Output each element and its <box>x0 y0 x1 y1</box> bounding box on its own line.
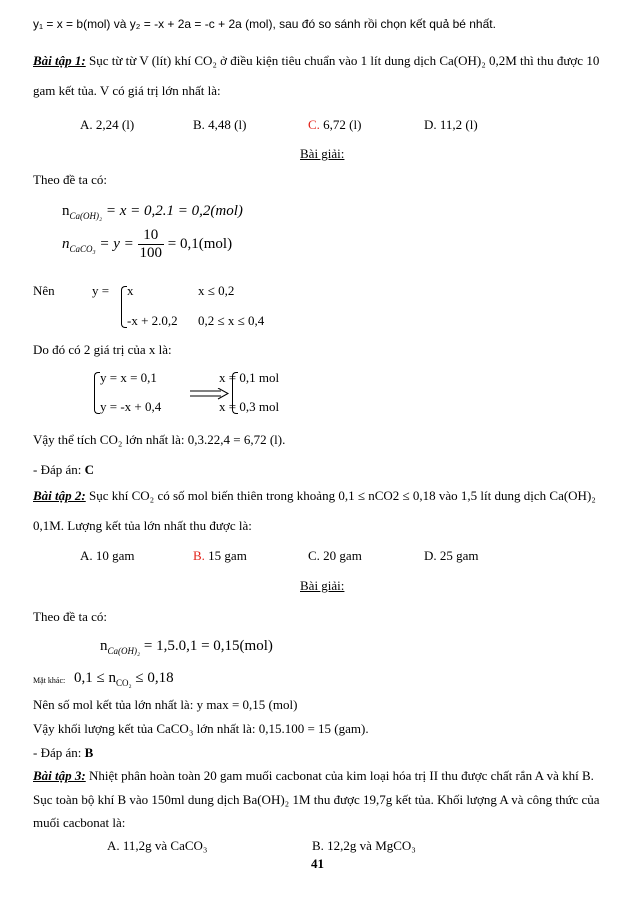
mat-khac-label: Mặt khác: <box>33 676 66 685</box>
fraction: $\frac{10}{100}$ <box>139 227 163 261</box>
exercise-2-option-b: B. 15 gam <box>193 548 247 563</box>
exercise-2-equation-1: $n_{Ca(OH)_2} = 1,5.0,1 = 0,15(mol)$ <box>100 638 273 656</box>
exercise-1-option-c: C. 6,72 (l) <box>308 117 362 132</box>
exercise-1-conclusion: Vậy thể tích CO₂ lớn nhất là: 0,3.22,4 = 6,72 (l). <box>33 432 286 447</box>
intro-formula-line: y₁ = x = b(mol) và y₂ = -x + 2a = -c + 2a (mol), sau đó so sánh rồi chọn kết quả bé nhất. <box>33 17 496 31</box>
exercise-2-text-line-1: Sục khí CO₂ có số mol biến thiên trong khoảng 0,1 ≤ nCO2 ≤ 0,18 vào 1,5 lít dung dịch Ca(OH)₂ <box>85 488 596 503</box>
exercise-3-option-b: B. 12,2g và MgCO₃ <box>312 838 416 853</box>
piecewise-case-1-cond: x ≤ 0,2 <box>198 283 235 298</box>
exercise-2-inequality: $0,1 \le n_{CO_2} \le 0,18$ <box>74 670 174 688</box>
piecewise-case-1-expr: x <box>127 283 134 298</box>
exercise-3-statement <box>33 768 594 784</box>
exercise-1-solution-heading: Bài giải: <box>300 146 345 161</box>
exercise-1-title: Bài tập 1: <box>33 53 86 68</box>
exercise-1-option-a: A. 2,24 (l) <box>80 117 135 132</box>
system-left-eq-1: y = x = 0,1 <box>100 370 157 385</box>
exercise-3-text-line-1: Nhiệt phân hoàn toàn 20 gam muối cacbonat của kim loại hóa trị II thu được chất rắn A và khí B. <box>85 768 594 783</box>
exercise-2-option-c: C. 20 gam <box>308 548 362 563</box>
exercise-2-statement <box>33 488 596 504</box>
exercise-3-option-a: A. 11,2g và CaCO₃ <box>107 838 208 853</box>
exercise-1-option-d: D. 11,2 (l) <box>424 117 478 132</box>
exercise-3-title: Bài tập 3: <box>33 768 86 783</box>
exercise-3-text-line-3: muối cacbonat là: <box>33 815 126 830</box>
exercise-1-answer: - Đáp án: C <box>33 462 95 477</box>
nen-label: Nên <box>33 283 55 298</box>
y-equals: y = <box>92 283 110 298</box>
exercise-2-max-moles: Nên số mol kết tủa lớn nhất là: y max = 0,15 (mol) <box>33 697 298 712</box>
piecewise-case-2-cond: 0,2 ≤ x ≤ 0,4 <box>198 313 265 328</box>
exercise-2-answer: - Đáp án: B <box>33 745 94 760</box>
exercise-1-statement <box>33 53 599 69</box>
exercise-2-option-a: A. 10 gam <box>80 548 135 563</box>
exercise-2-title: Bài tập 2: <box>33 488 86 503</box>
exercise-3-text-line-2: Sục toàn bộ khí B vào 150ml dung dịch Ba(OH)₂ 1M thu được 19,7g kết tủa. Khối lượng A và công thức của <box>33 792 600 807</box>
page-number: 41 <box>311 856 324 871</box>
exercise-2-max-mass: Vậy khối lượng kết tủa CaCO₃ lớn nhất là: 0,15.100 = 15 (gam). <box>33 721 369 736</box>
system-left-eq-2: y = -x + 0,4 <box>100 399 162 414</box>
exercise-2-intro: Theo đề ta có: <box>33 609 107 624</box>
exercise-1-equation-1: $n_{Ca(OH)_2} = x = 0,2.1 = 0,2(mol)$ <box>62 203 243 221</box>
system-right-eq-2: x = 0,3 mol <box>219 399 280 414</box>
exercise-1-text-line-1: Sục từ từ V (lít) khí CO₂ ở điều kiện tiêu chuẩn vào 1 lít dung dịch Ca(OH)₂ 0,2M thì thu được 10 <box>85 53 600 68</box>
two-values-intro: Do đó có 2 giá trị của x là: <box>33 342 172 357</box>
exercise-2-text-line-2: 0,1M. Lượng kết tủa lớn nhất thu được là: <box>33 518 252 533</box>
exercise-2-solution-heading: Bài giải: <box>300 578 345 593</box>
exercise-2-option-d: D. 25 gam <box>424 548 479 563</box>
exercise-1-option-b: B. 4,48 (l) <box>193 117 247 132</box>
exercise-1-text-line-2: gam kết tủa. V có giá trị lớn nhất là: <box>33 83 221 98</box>
system-right-eq-1: x = 0,1 mol <box>219 370 280 385</box>
exercise-1-intro: Theo đề ta có: <box>33 172 107 187</box>
piecewise-case-2-expr: -x + 2.0,2 <box>127 313 178 328</box>
exercise-1-equation-2: $n_{CaCO_3} = y$ = $\frac{10}{100}$ = 0,1(mol) <box>62 227 233 261</box>
